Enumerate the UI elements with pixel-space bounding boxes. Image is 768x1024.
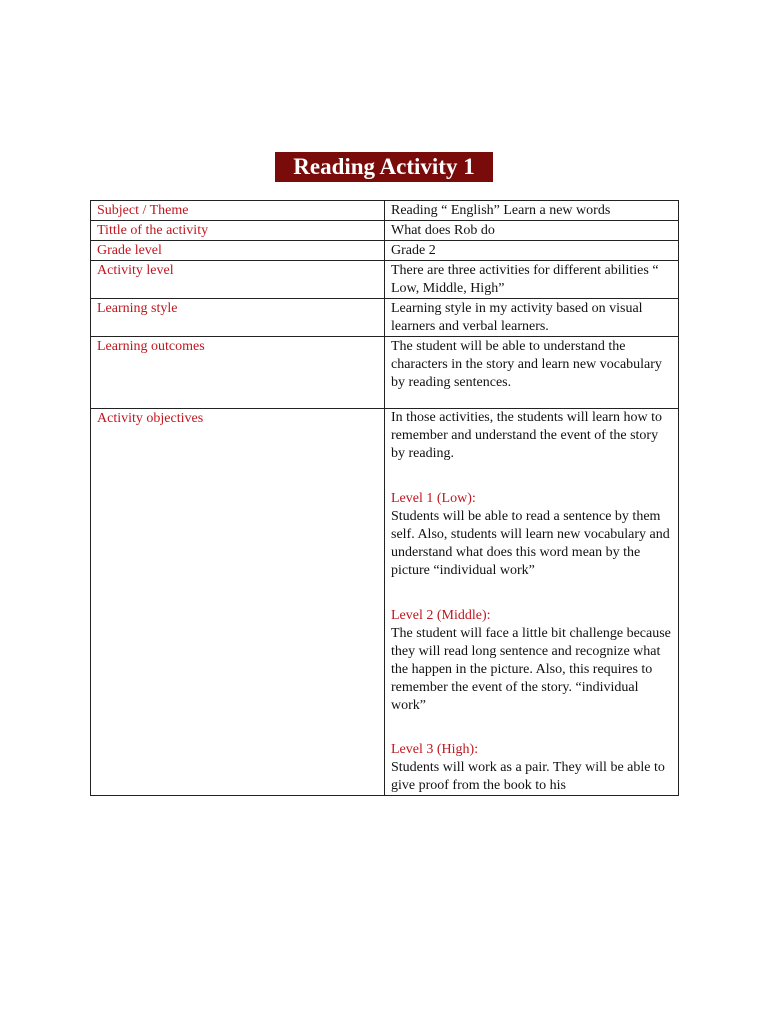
level-2-heading: Level 2 (Middle): bbox=[391, 607, 491, 623]
level-1-text: Students will be able to read a sentence by them self. Also, students will learn new vocabulary and understand what does this word mean by the picture “individual work” bbox=[391, 508, 670, 578]
row-value-activity-level: There are three activities for different abilities “ Low, Middle, High” bbox=[385, 261, 679, 299]
row-label-subject: Subject / Theme bbox=[91, 201, 385, 221]
objectives-intro: In those activities, the students will learn how to remember and understand the event of the story by reading. bbox=[391, 410, 663, 461]
table-row bbox=[91, 409, 679, 796]
row-label-grade: Grade level bbox=[91, 241, 385, 261]
row-label-title: Tittle of the activity bbox=[91, 221, 385, 241]
table-row bbox=[91, 201, 679, 221]
row-label-activity-level: Activity level bbox=[91, 261, 385, 299]
row-label-objectives: Activity objectives bbox=[91, 409, 385, 796]
row-value-outcomes: The student will be able to understand the characters in the story and learn new vocabulary by reading sentences. bbox=[385, 337, 679, 409]
level-2-text: The student will face a little bit challenge because they will read long sentence and recognize what the happen in the picture. Also, this requires to remember the event of the story. “individual work” bbox=[391, 625, 671, 713]
level-3-heading: Level 3 (High): bbox=[391, 742, 479, 758]
row-value-title: What does Rob do bbox=[385, 221, 679, 241]
level-3-text: Students will work as a pair. They will be able to give proof from the book to his bbox=[391, 760, 665, 794]
activity-table bbox=[90, 200, 679, 796]
level-1-heading: Level 1 (Low): bbox=[391, 490, 476, 506]
table-row bbox=[91, 221, 679, 241]
table-row bbox=[91, 299, 679, 337]
row-value-grade: Grade 2 bbox=[385, 241, 679, 261]
row-label-learning-style: Learning style bbox=[91, 299, 385, 337]
table-row bbox=[91, 261, 679, 299]
table-row bbox=[91, 337, 679, 409]
row-label-outcomes: Learning outcomes bbox=[91, 337, 385, 409]
page-title: Reading Activity 1 bbox=[275, 152, 493, 182]
table-row bbox=[91, 241, 679, 261]
row-value-subject: Reading “ English” Learn a new words bbox=[385, 201, 679, 221]
objectives-cell bbox=[385, 409, 679, 796]
row-value-learning-style: Learning style in my activity based on visual learners and verbal learners. bbox=[385, 299, 679, 337]
